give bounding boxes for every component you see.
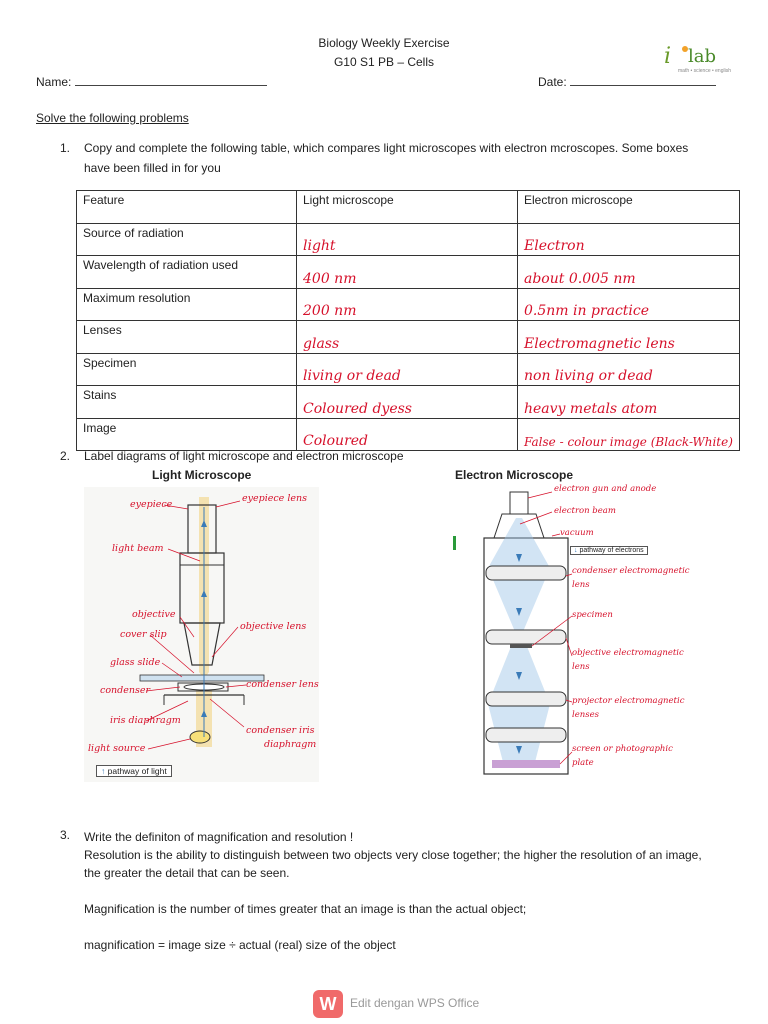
label-electron-gun: electron gun and anode	[554, 484, 657, 494]
electron-answer[interactable]: heavy metals atom	[518, 386, 740, 419]
column-header: Light microscope	[297, 191, 518, 224]
light-pathway-legend	[96, 765, 172, 777]
light-answer[interactable]: light	[297, 223, 518, 256]
light-answer[interactable]: glass	[297, 321, 518, 354]
doc-title: Biology Weekly Exercise	[318, 36, 450, 50]
label-vacuum: vacuum	[560, 528, 594, 538]
q1-text-line1: Copy and complete the following table, which compares light microscopes with electron mcroscopes. Some boxes	[84, 141, 689, 155]
label-specimen: specimen	[572, 610, 613, 620]
magnification-formula: magnification = image size ÷ actual (real) size of the object	[84, 938, 396, 952]
electron-microscope-diagram	[474, 484, 714, 780]
light-microscope-diagram	[84, 487, 319, 782]
q2-number: 2.	[60, 449, 71, 463]
comparison-table	[76, 190, 740, 451]
legend-text: pathway of light	[107, 766, 167, 776]
label-light-source: light source	[88, 743, 146, 754]
label-iris-diaphragm: iris diaphragm	[110, 715, 181, 726]
instructions: Solve the following problems	[36, 111, 189, 125]
label-eyepiece: eyepiece	[130, 499, 173, 510]
label-glass-slide: glass slide	[110, 657, 161, 668]
date-field[interactable]	[538, 73, 716, 89]
feature-cell: Source of radiation	[77, 223, 297, 256]
label-diaphragm: diaphragm	[264, 739, 317, 750]
label-projector-em: projector electromagnetic	[572, 696, 685, 706]
label-condenser-em: condenser electromagnetic	[572, 566, 690, 576]
light-answer[interactable]: living or dead	[297, 353, 518, 386]
label-objective-em: objective electromagnetic	[572, 648, 684, 658]
resolution-definition-1: Resolution is the ability to distinguish between two objects very close together; the higher the resolution of an image,	[84, 848, 702, 862]
date-label: Date:	[538, 75, 567, 89]
label-condenser-lens: lens	[572, 580, 590, 590]
label-cover-slip: cover slip	[120, 629, 167, 640]
q1-number: 1.	[60, 141, 71, 155]
feature-cell: Specimen	[77, 353, 297, 386]
feature-cell: Maximum resolution	[77, 288, 297, 321]
q3-body	[84, 828, 744, 954]
q1-text	[84, 141, 744, 175]
table-header-row	[77, 191, 740, 224]
logo-lab: lab	[688, 46, 717, 67]
feature-cell: Image	[77, 418, 297, 451]
label-light-beam: light beam	[112, 543, 164, 554]
q1-text-line2: have been filled in for you	[84, 161, 221, 175]
table-row	[77, 353, 740, 386]
electron-answer[interactable]: Electromagnetic lens	[518, 321, 740, 354]
label-eyepiece-lens: eyepiece lens	[242, 493, 307, 504]
label-condenser-iris: condenser iris	[246, 725, 315, 736]
electron-answer[interactable]: False - colour image (Black-White)	[518, 418, 740, 451]
column-header: Electron microscope	[518, 191, 740, 224]
feature-cell: Lenses	[77, 321, 297, 354]
light-answer[interactable]: Coloured dyess	[297, 386, 518, 419]
logo-tagline: math • science • english	[678, 68, 731, 74]
electron-answer[interactable]: non living or dead	[518, 353, 740, 386]
light-microscope-title: Light Microscope	[152, 468, 252, 482]
feature-cell: Stains	[77, 386, 297, 419]
name-label: Name:	[36, 75, 72, 89]
table-row	[77, 223, 740, 256]
table-row	[77, 256, 740, 289]
label-screen: screen or photographic	[572, 744, 673, 754]
table-row	[77, 321, 740, 354]
electron-pathway-legend	[570, 546, 648, 555]
name-line[interactable]	[75, 73, 267, 86]
q2-text: Label diagrams of light microscope and electron microscope	[84, 449, 404, 463]
wps-edit-link[interactable]: Edit dengan WPS Office	[350, 996, 480, 1010]
date-line[interactable]	[570, 73, 716, 86]
light-answer[interactable]: 200 nm	[297, 288, 518, 321]
label-condenser: condenser	[100, 685, 151, 696]
label-objective-lens: objective lens	[240, 621, 307, 632]
arrow-down-icon: ↓	[574, 547, 578, 554]
table-row	[77, 418, 740, 451]
light-answer[interactable]: Coloured	[297, 418, 518, 451]
wps-logo-icon[interactable]: W	[313, 990, 343, 1018]
doc-subtitle: G10 S1 PB – Cells	[333, 55, 435, 69]
electron-microscope-title: Electron Microscope	[455, 468, 574, 482]
electron-answer[interactable]: Electron	[518, 223, 740, 256]
legend-text: pathway of electrons	[579, 547, 644, 554]
label-objective-lens: lens	[572, 662, 590, 672]
column-header: Feature	[77, 191, 297, 224]
light-answer[interactable]: 400 nm	[297, 256, 518, 289]
name-field[interactable]	[36, 73, 267, 89]
label-objective: objective	[132, 609, 176, 620]
arrow-up-icon: ↑	[101, 766, 106, 776]
green-marker	[453, 536, 456, 550]
q3-question: Write the definiton of magnification and resolution !	[84, 830, 354, 844]
logo-i: i	[664, 44, 672, 69]
electron-answer[interactable]: 0.5nm in practice	[518, 288, 740, 321]
electron-microscope-drawing	[474, 484, 714, 780]
magnification-definition: Magnification is the number of times greater that an image is than the actual object;	[84, 902, 527, 916]
label-plate: plate	[572, 758, 594, 768]
label-electron-beam: electron beam	[554, 506, 616, 516]
electron-answer[interactable]: about 0.005 nm	[518, 256, 740, 289]
table-row	[77, 386, 740, 419]
resolution-definition-2: the greater the detail that can be seen.	[84, 866, 290, 880]
feature-cell: Wavelength of radiation used	[77, 256, 297, 289]
table-row	[77, 288, 740, 321]
label-condenser-lens: condenser lens	[246, 679, 319, 690]
label-projector-lenses: lenses	[572, 710, 599, 720]
q3-number: 3.	[60, 828, 71, 842]
